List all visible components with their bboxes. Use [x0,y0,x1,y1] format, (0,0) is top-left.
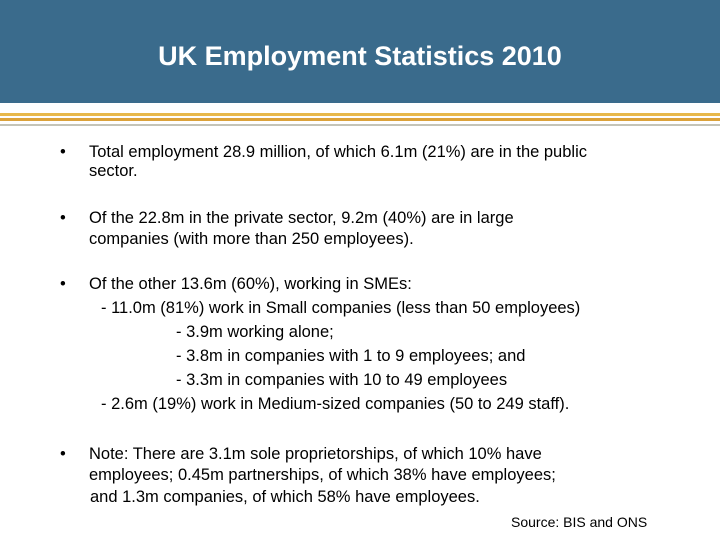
divider-stripe-grey [0,124,720,126]
bullet-line: Total employment 28.9 million, of which 6.1m (21%) are in the public [89,143,587,161]
divider-stripe-gold [0,113,720,116]
divider-stripe-gold-dark [0,118,720,121]
bullet-marker: • [60,445,66,463]
bullet-marker: • [60,143,66,161]
bullet-subline: - 3.3m in companies with 10 to 49 employees [176,371,508,389]
bullet-line: sector. [89,162,138,180]
slide-title: UK Employment Statistics 2010 [158,41,562,71]
bullet-line: Of the other 13.6m (60%), working in SMEs: [89,275,412,293]
bullet-marker: • [60,209,66,227]
bullet-marker: • [60,275,66,293]
bullet-line: Note: There are 3.1m sole proprietorships, of which 10% have [89,445,542,463]
bullet-subline: - 2.6m (19%) work in Medium-sized companies (50 to 249 staff). [101,395,570,413]
bullet-subline: - 3.9m working alone; [176,323,334,341]
bullet-subline: - 11.0m (81%) work in Small companies (less than 50 employees) [101,299,581,317]
bullet-line: employees; 0.45m partnerships, of which 38% have employees; [89,466,556,484]
bullet-subline: - 3.8m in companies with 1 to 9 employees; and [176,347,526,365]
bullet-line: and 1.3m companies, of which 58% have employees. [90,488,480,506]
bullet-line: Of the 22.8m in the private sector, 9.2m (40%) are in large [89,209,514,227]
bullet-line: companies (with more than 250 employees). [89,230,414,248]
source-note: Source: BIS and ONS [511,514,648,530]
